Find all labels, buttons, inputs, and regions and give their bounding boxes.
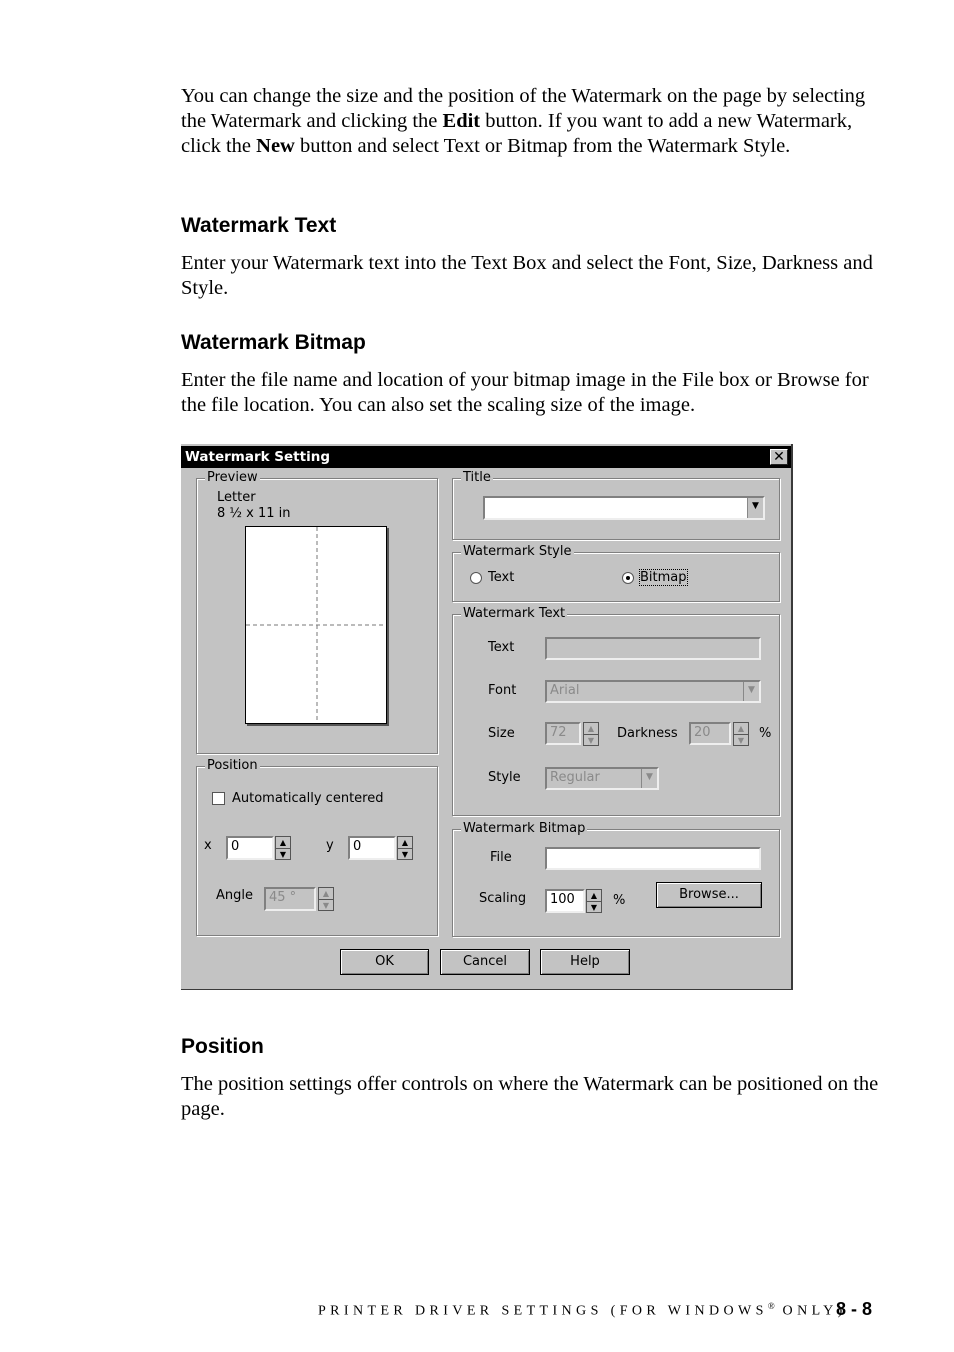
watermark-bitmap-group <box>452 821 780 937</box>
position-heading: Position <box>181 1035 264 1058</box>
preview-group-label: Preview <box>207 470 258 485</box>
style-label: Style <box>488 770 521 785</box>
spin-down-icon[interactable]: ▼ <box>401 850 409 859</box>
running-footer: PRINTER DRIVER SETTINGS (FOR WINDOWS® ONLY) <box>318 1301 847 1319</box>
spin-up-icon[interactable]: ▲ <box>584 723 598 735</box>
font-combo[interactable] <box>545 680 761 703</box>
scaling-label: Scaling <box>479 891 527 906</box>
y-label: y <box>326 838 334 853</box>
watermark-bitmap-body: Enter the file name and location of your bitmap image in the File box or Browse for the file location. You can also set the scaling size of the image. <box>181 369 869 416</box>
paper-name: Letter <box>217 490 256 505</box>
watermark-text-input[interactable] <box>545 637 761 660</box>
bitmap-radio[interactable] <box>622 572 634 584</box>
file-label: File <box>490 850 512 865</box>
cancel-button[interactable]: Cancel <box>440 949 530 975</box>
font-value: Arial <box>550 683 580 698</box>
angle-input[interactable]: 45 ° <box>264 887 316 911</box>
watermark-setting-dialog <box>181 444 793 990</box>
browse-button[interactable]: Browse... <box>656 882 762 908</box>
text-radio-label[interactable]: Text <box>488 570 515 585</box>
darkness-spinner[interactable] <box>733 722 749 746</box>
position-group-label: Position <box>207 758 258 773</box>
position-group <box>196 758 438 936</box>
text-radio[interactable] <box>470 572 482 584</box>
spin-up-icon[interactable]: ▲ <box>734 723 748 735</box>
title-group <box>452 470 780 540</box>
watermark-text-group <box>452 606 780 816</box>
text-field-label: Text <box>488 640 515 655</box>
spin-down-icon[interactable]: ▼ <box>737 736 745 745</box>
y-spinner[interactable] <box>397 836 413 860</box>
style-value: Regular <box>550 770 600 785</box>
watermark-text-body: Enter your Watermark text into the Text Box and select the Font, Size, Darkness and Style. <box>181 252 873 299</box>
dialog-titlebar <box>181 446 791 468</box>
spin-down-icon[interactable]: ▼ <box>322 901 330 910</box>
watermark-style-group <box>452 544 780 602</box>
spin-down-icon[interactable]: ▼ <box>587 736 595 745</box>
chevron-down-icon[interactable]: ▼ <box>641 769 657 788</box>
x-input[interactable]: 0 <box>226 836 274 860</box>
spin-down-icon[interactable]: ▼ <box>279 850 287 859</box>
registered-mark: ® <box>767 1301 775 1311</box>
y-input[interactable]: 0 <box>348 836 396 860</box>
new-emphasis: New <box>256 135 295 157</box>
spin-up-icon[interactable]: ▲ <box>276 837 290 849</box>
darkness-label: Darkness <box>617 726 678 741</box>
watermark-style-label: Watermark Style <box>463 544 572 559</box>
size-spinner[interactable] <box>583 722 599 746</box>
position-body: The position settings offer controls on where the Watermark can be positioned on the page. <box>181 1073 879 1120</box>
size-input[interactable]: 72 <box>545 722 581 745</box>
spin-down-icon[interactable]: ▼ <box>590 903 598 912</box>
darkness-input[interactable]: 20 <box>689 722 731 745</box>
paper-size: 8 ½ x 11 in <box>217 506 291 521</box>
chevron-down-icon[interactable]: ▼ <box>747 498 763 518</box>
watermark-text-label: Watermark Text <box>463 606 566 621</box>
file-input[interactable] <box>545 847 761 870</box>
font-label: Font <box>488 683 517 698</box>
watermark-bitmap-heading: Watermark Bitmap <box>181 331 366 354</box>
watermark-text-heading: Watermark Text <box>181 214 337 237</box>
scaling-spinner[interactable] <box>586 889 602 913</box>
auto-center-label: Automatically centered <box>232 791 384 806</box>
scaling-percent: % <box>613 893 626 908</box>
radio-selected-dot <box>626 576 630 580</box>
edit-emphasis: Edit <box>442 110 481 132</box>
preview-paper <box>245 526 387 724</box>
help-button[interactable]: Help <box>540 949 630 975</box>
close-icon[interactable]: ✕ <box>770 449 788 465</box>
size-label: Size <box>488 726 515 741</box>
angle-spinner[interactable] <box>318 887 334 911</box>
angle-label: Angle <box>216 888 253 903</box>
title-group-label: Title <box>463 470 491 485</box>
ok-button[interactable]: OK <box>340 949 429 975</box>
title-combo[interactable] <box>483 496 765 520</box>
auto-center-checkbox[interactable] <box>212 792 225 805</box>
page-number: 8 - 8 <box>836 1299 873 1319</box>
dialog-title: Watermark Setting <box>185 449 330 465</box>
intro-paragraph: You can change the size and the position of the Watermark on the page by selecting the Watermark and clicking the Edit button. If you want to add a new Watermark, click the New button and select Text or Bitmap from the Watermark Style. <box>181 85 866 157</box>
bitmap-radio-label[interactable]: Bitmap <box>640 570 687 585</box>
watermark-bitmap-label: Watermark Bitmap <box>463 821 586 836</box>
x-spinner[interactable] <box>275 836 291 860</box>
style-combo[interactable] <box>545 767 659 790</box>
x-label: x <box>204 838 212 853</box>
spin-up-icon[interactable]: ▲ <box>587 890 601 902</box>
center-guides <box>246 527 386 723</box>
scaling-input[interactable]: 100 <box>545 889 585 913</box>
chevron-down-icon[interactable]: ▼ <box>743 682 759 701</box>
spin-up-icon[interactable]: ▲ <box>398 837 412 849</box>
preview-group <box>196 470 438 754</box>
spin-up-icon[interactable]: ▲ <box>319 888 333 900</box>
darkness-percent: % <box>759 726 772 741</box>
